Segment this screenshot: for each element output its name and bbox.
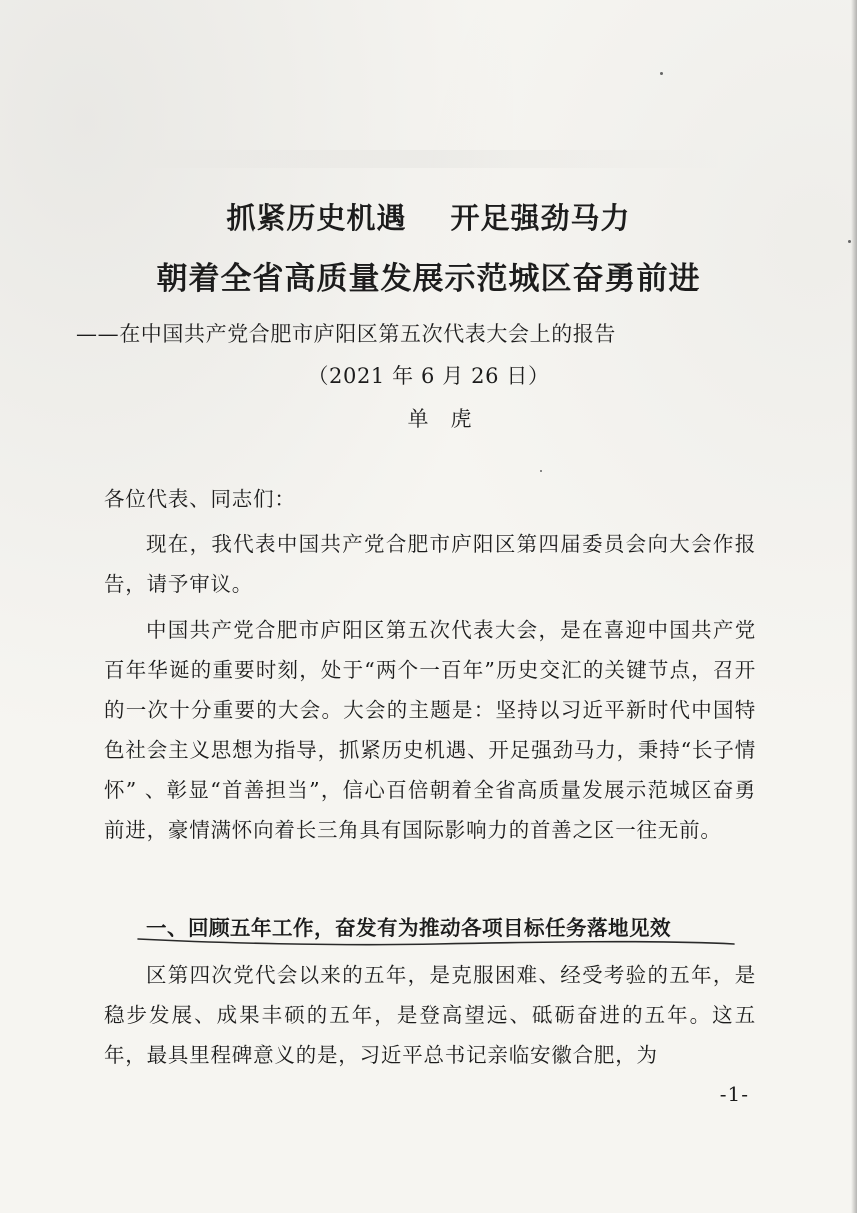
- title-line-2: 朝着全省高质量发展示范城区奋勇前进: [156, 261, 701, 297]
- report-date: （2021 年 6 月 26 日）: [307, 364, 550, 388]
- paragraph-2: 中国共产党合肥市庐阳区第五次代表大会，是在喜迎中国共产党百年华诞的重要时刻，处于“两个一百年”历史交汇的关键节点，召开的一次十分重要的大会。大会的主题是：坚持以习近平新时代中国特色社会主义思想为指导，抓紧历史机遇、开足强劲马力，秉持“长子情怀” 、彰显“首善担当”，信心百倍朝着全省高质量发展示范城区奋勇前进，豪情满怀向着长三角具有国际影响力的首善之区一往无前。: [104, 618, 756, 842]
- page-number: -1-: [719, 1082, 749, 1106]
- title-line-1: [0, 196, 857, 237]
- salutation: 各位代表、同志们：: [104, 487, 296, 511]
- title-line-1-part-2: 开足强劲马力: [450, 201, 631, 235]
- report-subtitle: ——在中国共产党合肥市庐阳区第五次代表大会上的报告: [76, 322, 616, 346]
- paragraph-1: 现在，我代表中国共产党合肥市庐阳区第四届委员会向大会作报告，请予审议。: [104, 532, 756, 596]
- title-line-1-part-1: 抓紧历史机遇: [226, 201, 407, 235]
- section-paragraph-1: 区第四次党代会以来的五年，是克服困难、经受考验的五年，是稳步发展、成果丰硕的五年，是登高望远、砥砺奋进的五年。这五年，最具里程碑意义的是，习近平总书记亲临安徽合肥，为: [104, 963, 756, 1067]
- report-author: 单虎: [407, 407, 494, 431]
- scan-artifact: [130, 150, 730, 168]
- handwritten-underline: [136, 933, 736, 949]
- scan-edge-shadow: [851, 0, 857, 1213]
- section-heading-1: 一、回顾五年工作，奋发有为推动各项目标任务落地见效: [146, 916, 671, 940]
- scan-speck: [848, 240, 851, 243]
- scan-speck: [540, 470, 542, 472]
- scan-speck: [660, 72, 663, 75]
